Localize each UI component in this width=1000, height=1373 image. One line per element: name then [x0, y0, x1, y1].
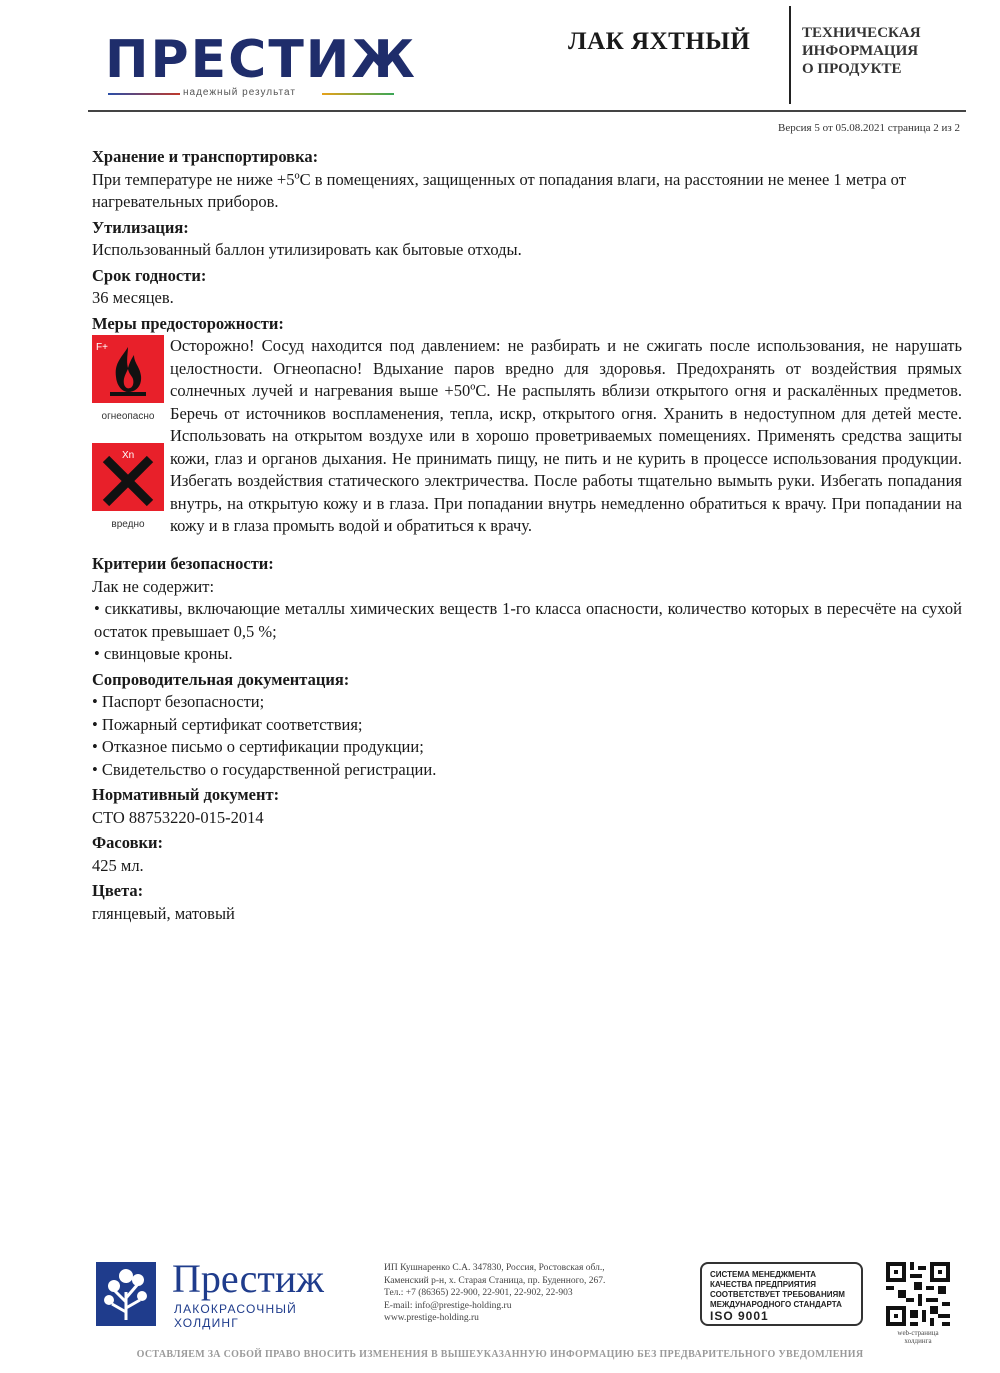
version-info: Версия 5 от 05.08.2021 страница 2 из 2 [778, 122, 960, 134]
hazard-code: F+ [96, 342, 108, 353]
section-heading: Меры предосторожности: [92, 313, 284, 333]
contact-line: ИП Кушнаренко С.А. 347830, Россия, Ростовская обл., [384, 1263, 605, 1273]
footer-disclaimer: ОСТАВЛЯЕМ ЗА СОБОЙ ПРАВО ВНОСИТЬ ИЗМЕНЕНИЯ В ВЫШЕУКАЗАННУЮ ИНФОРМАЦИЮ БЕЗ ПРЕДВАРИТЕЛЬНОГО УВЕДОМЛЕНИЯ [136, 1349, 864, 1360]
section-heading: Цвета: [92, 881, 144, 900]
iso-line: МЕЖДУНАРОДНОГО СТАНДАРТА [710, 1300, 842, 1309]
list-item: • свинцовые кроны. [94, 644, 233, 663]
contact-email[interactable]: E-mail: info@prestige-holding.ru [384, 1300, 512, 1311]
qr-code-icon[interactable] [886, 1262, 950, 1326]
tree-logo-icon [96, 1262, 156, 1326]
hazard-caption: вредно [111, 518, 145, 530]
iso-line: СООТВЕТСТВУЕТ ТРЕБОВАНИЯМ [710, 1290, 845, 1299]
hazard-pictogram-flammable [92, 335, 164, 443]
precautions-text: Осторожно! Сосуд находится под давлением: не разбирать и не сжигать после использования, не нарушать целостности. Огнеопасно! Вдыхание паров вредно для здоровья. Предохранять от воздействия прямых солнечных лучей и нагревания выше +50ºC. Не распылять вблизи открытого огня и раскалённых предметов. Беречь от источников воспламенения, тепла, искр, открытого огня. Хранить в недоступном для детей месте. Использовать на открытом воздухе или в хорошо проветриваемых помещениях. Применять средства защиты кожи, глаз и органов дыхания. Не принимать пищу, не пить и не курить в процессе использования продукции. Избегать воздействия статического электричества. После работы тщательно вымыть руки. Избегать попадания внутрь, на открытую кожу и в глаза. При попадании внутрь немедленно обратиться к врачу. При попадании на кожу и в глаза промыть водой и обратиться к врачу. [170, 336, 962, 535]
section-text: СТО 88753220-015-2014 [92, 807, 264, 827]
section-heading: Фасовки: [92, 833, 164, 852]
logo-accent-line [322, 93, 394, 95]
document-type-line: О ПРОДУКТЕ [802, 61, 902, 77]
section-heading: Нормативный документ: [92, 785, 280, 804]
contact-website[interactable]: www.prestige-holding.ru [384, 1313, 479, 1323]
footer-brand-subtitle-line: ЛАКОКРАСОЧНЫЙ [174, 1302, 297, 1316]
footer-brand-name: Престиж [172, 1256, 324, 1301]
iso-line: КАЧЕСТВА ПРЕДПРИЯТИЯ [710, 1280, 816, 1289]
hazard-caption: огнеопасно [101, 411, 155, 422]
contact-line: Тел.: +7 (86365) 22-900, 22-901, 22-902, 22-903 [384, 1288, 573, 1298]
precautions-block [92, 335, 962, 550]
qr-caption [886, 1329, 950, 1345]
qr-caption-line: холдинга [904, 1337, 932, 1345]
iso-certification-badge [700, 1262, 863, 1326]
section-heading: Критерии безопасности: [92, 554, 274, 573]
section-text: Лак не содержит: [92, 576, 215, 596]
product-title: ЛАК ЯХТНЫЙ [568, 28, 751, 55]
section-text: Использованный баллон утилизировать как бытовые отходы. [92, 240, 522, 259]
list-item: • Паспорт безопасности; [92, 692, 265, 711]
logo-tagline: надежный результат [183, 87, 296, 98]
section-heading: Срок годности: [92, 265, 207, 285]
section-text: глянцевый, матовый [92, 903, 235, 923]
header-rule [88, 110, 966, 112]
header-divider [789, 6, 791, 104]
section-text: 425 мл. [92, 855, 144, 875]
section-text: 36 месяцев. [92, 288, 174, 307]
hazard-pictograms [92, 335, 164, 550]
list-item: • сиккативы, включающие металлы химических веществ 1-го класса опасности, количество которых в пересчёте на сухой остаток превышает 0,5 %; [94, 599, 962, 641]
logo-accent-line [108, 93, 180, 95]
section-heading: Хранение и транспортировка: [92, 147, 319, 166]
hazard-pictogram-harmful [92, 443, 164, 551]
document-body [92, 143, 962, 925]
iso-standard: ISO 9001 [710, 1309, 769, 1323]
qr-caption-line: web-страница [897, 1329, 939, 1337]
company-logo: ПРЕСТИЖ [105, 30, 417, 90]
section-heading: Сопроводительная документация: [92, 669, 350, 689]
list-item: • Отказное письмо о сертификации продукции; [92, 737, 424, 756]
footer-contacts [384, 1262, 684, 1325]
document-type-line: ИНФОРМАЦИЯ [802, 43, 919, 59]
section-text: При температуре не ниже +5ºC в помещениях, защищенных от попадания влаги, на расстоянии не менее 1 метра от нагревательных приборов. [92, 169, 906, 211]
footer-brand-subtitle [174, 1302, 297, 1330]
flame-icon [92, 335, 164, 403]
document-type [802, 24, 921, 78]
section-heading: Утилизация: [92, 217, 189, 237]
cross-icon [92, 443, 164, 511]
footer-brand-subtitle-line: ХОЛДИНГ [174, 1316, 239, 1330]
hazard-code: Xn [122, 449, 135, 461]
contact-line: Каменский р-н, х. Старая Станица, пр. Буденного, 267. [384, 1275, 606, 1286]
document-type-line: ТЕХНИЧЕСКАЯ [802, 25, 921, 41]
iso-line: СИСТЕМА МЕНЕДЖМЕНТА [710, 1270, 816, 1279]
list-item: • Пожарный сертификат соответствия; [92, 714, 363, 734]
list-item: • Свидетельство о государственной регистрации. [92, 759, 437, 779]
